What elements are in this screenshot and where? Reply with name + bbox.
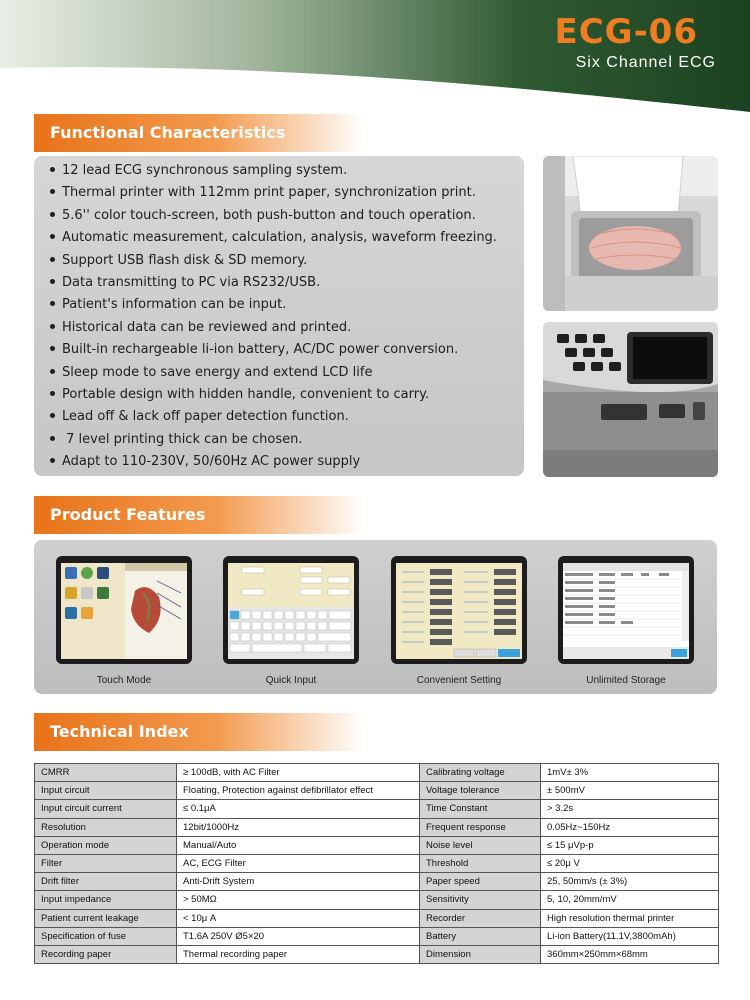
spec-key: Voltage tolerance: [420, 782, 541, 800]
feature-label: Touch Mode: [96, 675, 152, 686]
touch-mode-screenshot: [56, 556, 192, 664]
list-item-text: Built-in rechargeable li-ion battery, AC/DC power conversion.: [62, 342, 459, 358]
table-row: [35, 818, 719, 836]
list-item-text: Data transmitting to PC via RS232/USB.: [62, 274, 321, 290]
list-item: [50, 406, 524, 428]
list-item-text: Portable design with hidden handle, convenient to carry.: [62, 386, 430, 402]
bullet-icon: [50, 279, 55, 284]
list-item-text: Support USB flash disk & SD memory.: [62, 252, 308, 268]
spec-value: > 50MΩ: [177, 891, 420, 909]
bullet-icon: [50, 369, 55, 374]
list-item: [50, 339, 524, 361]
list-item-text: Historical data can be reviewed and printed.: [62, 319, 352, 335]
spec-key: Drift filter: [35, 873, 177, 891]
spec-value: 0.05Hz~150Hz: [541, 818, 719, 836]
spec-key: Specification of fuse: [35, 927, 177, 945]
convenient-setting-screenshot: [391, 556, 527, 664]
list-item-text: Automatic measurement, calculation, analysis, waveform freezing.: [62, 230, 497, 246]
list-item: [50, 205, 524, 227]
list-item-text: 7 level printing thick can be chosen.: [62, 431, 303, 447]
spec-value: ± 500mV: [541, 782, 719, 800]
spec-key: Input impedance: [35, 891, 177, 909]
spec-value: AC, ECG Filter: [177, 854, 420, 872]
spec-value: 360mm×250mm×68mm: [541, 945, 719, 963]
quick-input-screenshot: [223, 556, 359, 664]
spec-key: Time Constant: [420, 800, 541, 818]
printer-photo: [543, 156, 718, 311]
list-item: [50, 294, 524, 316]
spec-value: Manual/Auto: [177, 836, 420, 854]
list-item: [50, 182, 524, 204]
spec-key: Sensitivity: [420, 891, 541, 909]
spec-key: Paper speed: [420, 873, 541, 891]
feature-label: Quick Input: [265, 675, 317, 686]
spec-value: High resolution thermal printer: [541, 909, 719, 927]
spec-value: Li-ion Battery(11.1V,3800mAh): [541, 927, 719, 945]
table-row: [35, 800, 719, 818]
bullet-icon: [50, 413, 55, 418]
list-item: [50, 227, 524, 249]
list-item: [50, 384, 524, 406]
spec-value: T1.6A 250V Ø5×20: [177, 927, 420, 945]
spec-value: 25, 50mm/s (± 3%): [541, 873, 719, 891]
bullet-icon: [50, 436, 55, 441]
table-row: [35, 927, 719, 945]
spec-key: Dimension: [420, 945, 541, 963]
spec-key: Frequent response: [420, 818, 541, 836]
spec-value: ≤ 15 μVp-p: [541, 836, 719, 854]
section-features-heading: Product Features: [34, 496, 364, 534]
feature-label: Unlimited Storage: [586, 675, 666, 686]
functional-panel: [34, 156, 524, 476]
feature-label: Convenient Setting: [416, 675, 502, 686]
spec-value: 1mV± 3%: [541, 764, 719, 782]
spec-key: Battery: [420, 927, 541, 945]
spec-value: 5, 10, 20mm/mV: [541, 891, 719, 909]
model-subtitle: Six Channel ECG: [575, 54, 716, 71]
table-row: [35, 891, 719, 909]
list-item: [50, 362, 524, 384]
section-technical-heading: Technical Index: [34, 713, 364, 751]
spec-key: Calibrating voltage: [420, 764, 541, 782]
section-functional-heading: Functional Characteristics: [34, 114, 364, 152]
table-row: [35, 836, 719, 854]
bullet-icon: [50, 212, 55, 217]
spec-value: 12bit/1000Hz: [177, 818, 420, 836]
spec-value: Anti-Drift System: [177, 873, 420, 891]
bullet-icon: [50, 391, 55, 396]
spec-value: Thermal recording paper: [177, 945, 420, 963]
list-item: [50, 160, 524, 182]
device-panel-photo: [543, 322, 718, 477]
spec-value: Floating, Protection against defibrillator effect: [177, 782, 420, 800]
spec-key: Operation mode: [35, 836, 177, 854]
spec-key: Threshold: [420, 854, 541, 872]
list-item: [50, 272, 524, 294]
bullet-icon: [50, 301, 55, 306]
table-row: [35, 945, 719, 963]
list-item: [50, 250, 524, 272]
bullet-icon: [50, 167, 55, 172]
unlimited-storage-screenshot: [558, 556, 694, 664]
bullet-icon: [50, 324, 55, 329]
table-row: [35, 873, 719, 891]
list-item-text: 5.6'' color touch-screen, both push-button and touch operation.: [62, 207, 476, 223]
bullet-icon: [50, 346, 55, 351]
bullet-icon: [50, 458, 55, 463]
list-item: [50, 317, 524, 339]
spec-value: ≤ 0.1μA: [177, 800, 420, 818]
spec-key: Recorder: [420, 909, 541, 927]
list-item-text: 12 lead ECG synchronous sampling system.: [62, 163, 348, 178]
spec-value: ≤ 20μ V: [541, 854, 719, 872]
functional-list: [50, 160, 524, 473]
header-banner: [0, 0, 750, 112]
spec-value: < 10μ A: [177, 909, 420, 927]
spec-key: Resolution: [35, 818, 177, 836]
list-item-text: Patient's information can be input.: [62, 297, 287, 313]
list-item: [50, 451, 524, 473]
model-title: ECG-06: [554, 12, 698, 52]
spec-key: Noise level: [420, 836, 541, 854]
table-row: [35, 909, 719, 927]
bullet-icon: [50, 189, 55, 194]
table-row: [35, 854, 719, 872]
list-item-text: Adapt to 110-230V, 50/60Hz AC power supply: [62, 454, 361, 470]
bullet-icon: [50, 234, 55, 239]
technical-table: [34, 763, 719, 964]
spec-value: > 3.2s: [541, 800, 719, 818]
list-item-text: Sleep mode to save energy and extend LCD life: [62, 364, 373, 380]
spec-key: Filter: [35, 854, 177, 872]
spec-key: Input circuit current: [35, 800, 177, 818]
list-item-text: Thermal printer with 112mm print paper, synchronization print.: [62, 185, 476, 201]
spec-key: Input circuit: [35, 782, 177, 800]
spec-value: ≥ 100dB, with AC Filter: [177, 764, 420, 782]
bullet-icon: [50, 257, 55, 262]
list-item: [50, 429, 524, 451]
spec-key: Recording paper: [35, 945, 177, 963]
spec-key: CMRR: [35, 764, 177, 782]
features-panel: [34, 540, 717, 694]
list-item-text: Lead off & lack off paper detection function.: [62, 409, 349, 425]
table-row: [35, 764, 719, 782]
spec-key: Patient current leakage: [35, 909, 177, 927]
table-row: [35, 782, 719, 800]
